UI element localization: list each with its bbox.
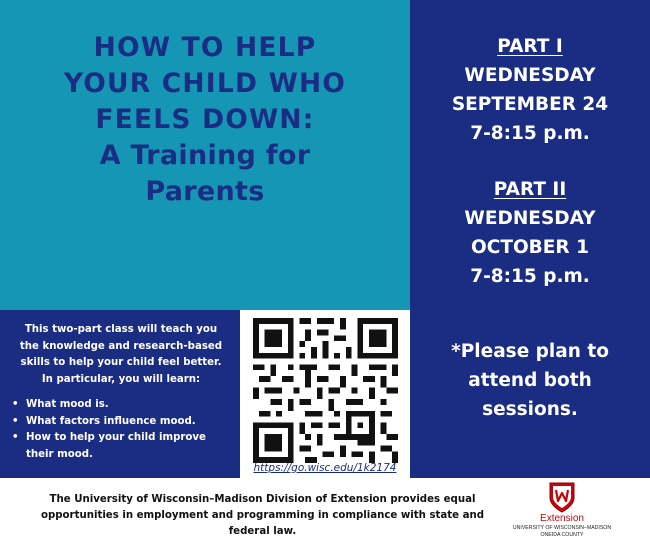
note-line-2: attend both <box>468 370 592 391</box>
list-item: • What factors influence mood. <box>10 414 234 431</box>
uw-crest-icon <box>548 481 576 514</box>
note-line-1: *Please plan to <box>451 341 609 362</box>
session-part-2 <box>410 175 650 291</box>
extension-logo <box>512 481 642 541</box>
event-title <box>0 30 410 210</box>
attendance-note <box>410 337 650 424</box>
description-panel <box>0 310 240 478</box>
extension-wordmark: Extension <box>540 513 584 524</box>
intro-line-3: skills to help your child feel better. <box>20 357 222 368</box>
title-panel <box>0 0 410 310</box>
part-2-day: WEDNESDAY <box>464 208 596 229</box>
qr-code-icon[interactable] <box>253 318 398 463</box>
learning-list <box>8 397 234 463</box>
list-item: • What mood is. <box>10 397 234 414</box>
part-1-date: SEPTEMBER 24 <box>451 94 609 115</box>
qr-panel <box>240 310 410 478</box>
university-line-2: ONEIDA COUNTY <box>540 531 584 538</box>
university-line-1: UNIVERSITY OF WISCONSIN–MADISON <box>512 525 612 531</box>
part-1-label: PART I <box>497 36 563 57</box>
list-item: • How to help your child improve their mood. <box>10 430 234 463</box>
part-1-day: WEDNESDAY <box>464 65 596 86</box>
note-line-3: sessions. <box>482 399 578 420</box>
description-intro <box>8 322 234 388</box>
university-name <box>512 525 612 538</box>
session-part-1 <box>410 32 650 148</box>
title-line-2: YOUR CHILD WHO <box>63 68 347 99</box>
schedule-panel <box>410 0 650 478</box>
equal-opportunity-statement <box>20 492 505 540</box>
intro-line-4: In particular, you will learn: <box>41 373 201 385</box>
title-line-1: HOW TO HELP <box>93 32 317 63</box>
part-2-date: OCTOBER 1 <box>471 237 589 258</box>
intro-line-2: the knowledge and research-based <box>19 340 223 352</box>
disclaimer-line-3: federal law. <box>228 526 297 537</box>
registration-link[interactable]: https://go.wisc.edu/1k2174 <box>253 462 397 474</box>
disclaimer-line-2: opportunities in employment and programming in compliance with state and <box>40 510 485 521</box>
title-line-3: FEELS DOWN: <box>95 104 315 135</box>
subtitle-line-2: Parents <box>145 176 265 207</box>
footer <box>0 478 650 545</box>
intro-line-1: This two-part class will teach you <box>24 324 218 335</box>
part-2-label: PART II <box>493 179 567 200</box>
class-description <box>8 322 234 463</box>
disclaimer-line-1: The University of Wisconsin–Madison Division of Extension provides equal <box>49 494 476 505</box>
part-1-time: 7-8:15 p.m. <box>470 123 590 144</box>
subtitle-line-1: A Training for <box>99 140 311 171</box>
part-2-time: 7-8:15 p.m. <box>470 266 590 287</box>
